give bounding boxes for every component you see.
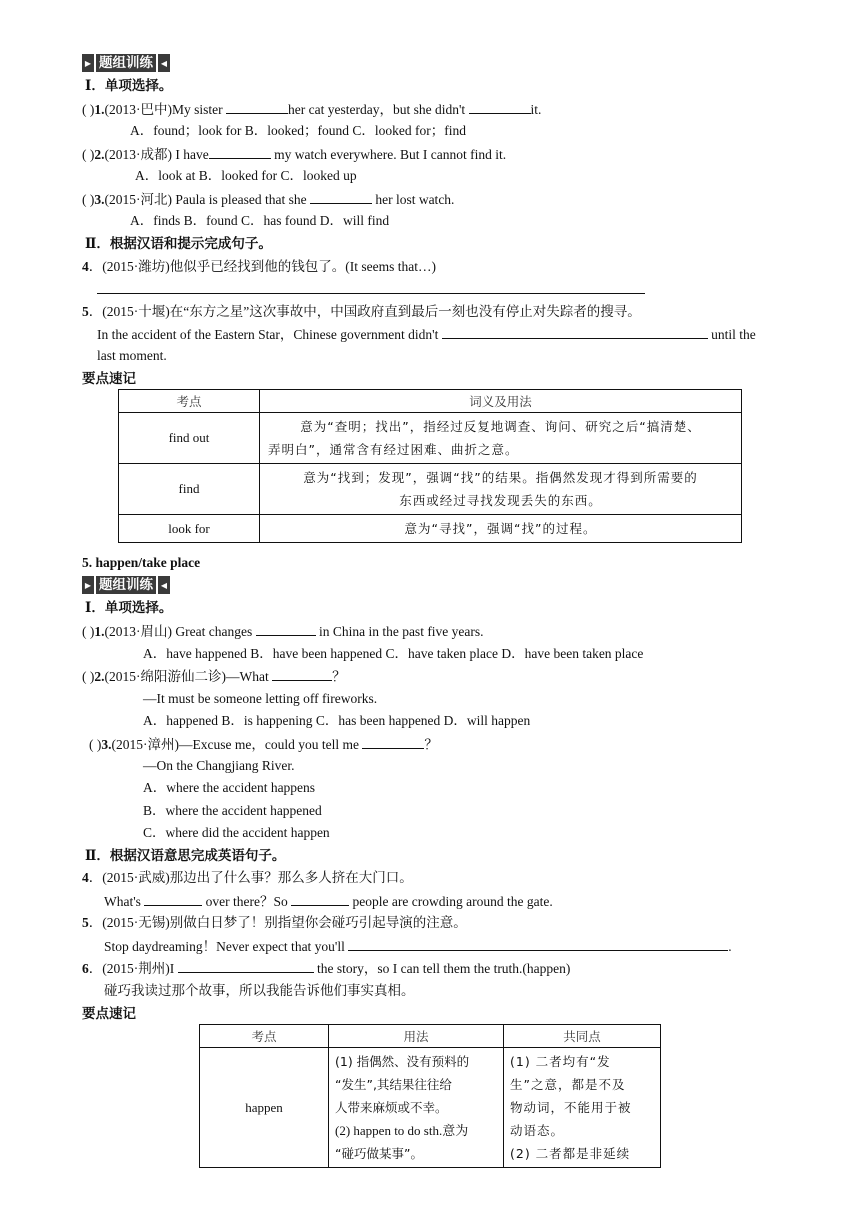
usage-line: 意为“找到；发现”，强调“找”的结果。指偶然发现才得到所需要的 [303,470,698,485]
answer-blank[interactable] [272,667,332,681]
question-3-option-c: C．where did the accident happen [143,825,330,840]
question-3 [82,190,454,209]
question-5 [82,914,467,932]
banner-label: 题组训练 [96,576,156,594]
notes-table [199,1024,661,1168]
answer-blank[interactable] [362,735,424,749]
answer-paren: ( ) [82,147,95,162]
usage-line: (1) 指偶然、没有预料的 [335,1054,470,1069]
question-text: Stop daydreaming！Never expect that you'll [104,939,349,954]
question-text: her lost watch. [371,192,455,207]
question-text: ．(2015·潍坊)他似乎已经找到他的钱包了。(It seems that…) [88,259,436,274]
common-line: 物动词，不能用于被 [510,1100,632,1115]
usage-line: 人带来麻烦或不幸。 [335,1100,448,1115]
question-text: in China in the past five years. [315,624,484,639]
question-3-option-a: A．where the accident happens [143,780,316,795]
question-text: In the accident of the Eastern Star，Chinese government didn't [97,327,442,342]
question-2-options: A．happened B．is happening C．has been happened D．will happen [143,713,531,728]
question-text: my watch everywhere. But I cannot find it. [270,147,507,162]
table-cell-common [504,1048,661,1168]
question-number: 3. [94,192,105,207]
question-1 [82,100,541,119]
question-text: (2013·巴中)My sister [104,102,226,117]
common-line: 动语态。 [510,1123,565,1138]
question-5-english [104,937,732,956]
table-cell-usage: 意为“寻找”，强调“找”的过程。 [260,515,742,543]
table-cell-term: find out [119,413,260,464]
exercise-group-banner [82,576,170,594]
question-number: 5 [82,304,89,319]
answer-blank[interactable] [256,622,316,636]
part1-title: Ⅰ．单项选择。 [85,78,173,93]
question-3 [89,735,438,754]
triangle-right-icon: ▶ [82,576,94,594]
table-cell-usage [260,464,742,515]
question-text: . [728,939,732,954]
question-4 [82,869,413,887]
question-text: ．(2015·十堰)在“东方之星”这次事故中，中国政府直到最后一刻也没有停止对失踪者的搜寻。 [88,304,641,319]
answer-paren: ( ) [89,737,102,752]
table-row [119,413,742,464]
question-4 [82,258,436,276]
table-cell-usage [329,1048,504,1168]
question-5 [82,303,641,321]
question-3-option-b: B．where the accident happened [143,803,322,818]
question-4-english [104,892,553,911]
usage-line: 弄明白”，通常含有经过困难、曲折之意。 [268,442,519,457]
question-3-options: A．finds B．found C．has found D．will find [130,213,390,228]
table-cell-usage [260,413,742,464]
question-number: 4 [82,870,89,885]
question-3-reply: —On the Changjiang River. [143,758,295,773]
triangle-right-icon: ▶ [82,54,94,72]
common-line: (1) 二者均有“发 [510,1054,611,1069]
table-row [119,464,742,515]
question-5-english [97,325,756,344]
banner-label: 题组训练 [96,54,156,72]
table-cell-term: find [119,464,260,515]
usage-line: “碰巧做某事”。 [335,1146,423,1161]
question-number: 6 [82,961,89,976]
answer-blank[interactable] [226,100,288,114]
part2-title: Ⅱ．根据汉语意思完成英语句子。 [85,848,286,863]
answer-blank[interactable] [310,190,372,204]
question-number: 5 [82,915,89,930]
common-line: 生”之意，都是不及 [510,1077,626,1092]
question-text: What's [104,894,145,909]
question-2-options: A．look at B．looked for C．looked up [135,168,357,183]
table-header: 词义及用法 [260,390,742,413]
question-2 [82,145,506,164]
question-text: (2013·成都) I have [104,147,209,162]
question-2 [82,667,346,686]
question-text: it. [530,102,542,117]
answer-line[interactable] [97,293,645,294]
question-text: ？ [332,669,346,684]
table-row [119,515,742,543]
answer-blank[interactable] [469,100,531,114]
question-text: people are crowding around the gate. [349,894,553,909]
answer-blank[interactable] [442,325,708,339]
question-text: until the [707,327,756,342]
usage-line: (2) happen to do sth.意为 [335,1123,469,1138]
question-1-options: A．have happened B．have been happened C．have taken place D．have been taken place [143,646,644,661]
table-row [200,1048,661,1168]
question-number: 1. [94,102,105,117]
usage-line: 意为“查明；找出”，指经过反复地调查、询问、研究之后“搞清楚、 [300,419,701,434]
question-text: (2015·河北) Paula is pleased that she [104,192,310,207]
question-6-chinese: 碰巧我读过那个故事，所以我能告诉他们事实真相。 [104,983,415,998]
table-header: 共同点 [504,1025,661,1048]
question-1 [82,622,484,641]
answer-paren: ( ) [82,624,95,639]
question-text: (2015·绵阳游仙二诊)—What [104,669,273,684]
question-text: ．(2015·武威)那边出了什么事？那么多人挤在大门口。 [88,870,413,885]
table-header: 考点 [119,390,260,413]
part2-title: Ⅱ．根据汉语和提示完成句子。 [85,236,272,251]
answer-blank[interactable] [144,892,202,906]
triangle-left-icon: ◀ [158,576,170,594]
question-1-options: A．found；look for B．looked；found C．looked for；find [130,123,466,138]
triangle-left-icon: ◀ [158,54,170,72]
section-heading: 5. happen/take place [82,555,201,570]
usage-line: “发生”,其结果往往给 [335,1077,452,1092]
question-text: ．(2015·荆州)I [88,961,178,976]
notes-title: 要点速记 [82,1006,136,1021]
common-line: (2) 二者都是非延续 [510,1146,631,1161]
answer-blank[interactable] [348,937,728,951]
notes-table [118,389,742,543]
question-text: over there？So [202,894,292,909]
table-cell-term: look for [119,515,260,543]
question-text: ？ [424,737,438,752]
answer-paren: ( ) [82,102,95,117]
question-text: (2015·漳州)—Excuse me，could you tell me [111,737,363,752]
question-text: ．(2015·无锡)别做白日梦了！别指望你会碰巧引起导演的注意。 [88,915,467,930]
question-text: (2013·眉山) Great changes [104,624,256,639]
question-2-reply: —It must be someone letting off fireworks. [143,691,378,706]
question-5-english-end: last moment. [97,348,167,363]
question-number: 2. [94,147,105,162]
question-number: 2. [94,669,105,684]
table-cell-term: happen [200,1048,329,1168]
answer-blank[interactable] [209,145,271,159]
part1-title: Ⅰ．单项选择。 [85,600,173,615]
question-number: 1. [94,624,105,639]
exercise-group-banner [82,54,170,72]
answer-blank[interactable] [178,959,314,973]
question-text: her cat yesterday，but she didn't [288,102,469,117]
table-header: 考点 [200,1025,329,1048]
table-header: 用法 [329,1025,504,1048]
question-text: the story，so I can tell them the truth.(happen) [313,961,571,976]
notes-title: 要点速记 [82,371,136,386]
question-number: 4 [82,259,89,274]
question-number: 3. [101,737,112,752]
answer-paren: ( ) [82,669,95,684]
usage-line: 东西或经过寻找发现丢失的东西。 [399,493,602,508]
answer-blank[interactable] [291,892,349,906]
question-6 [82,959,570,978]
answer-paren: ( ) [82,192,95,207]
